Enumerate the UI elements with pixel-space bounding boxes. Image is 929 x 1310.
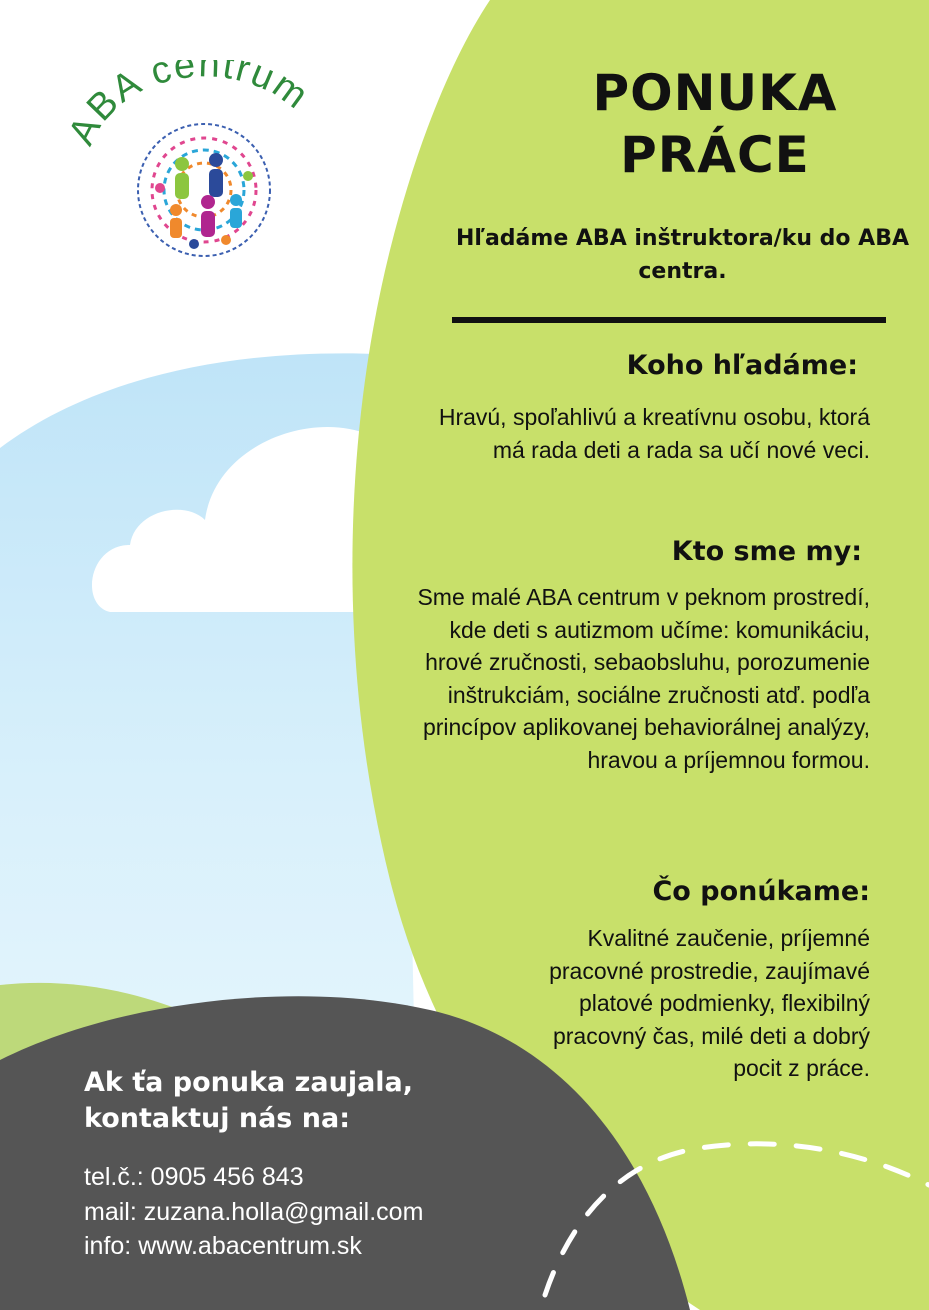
title-line-1: PONUKA <box>592 64 838 122</box>
divider <box>452 317 886 323</box>
section-text-offer: Kvalitné zaučenie, príjemné pracovné prostredie, zaujímavé platové podmienky, flexibilný pracovný čas, milé deti a dobrý pocit z práce. <box>549 925 870 1081</box>
contact-phone[interactable]: tel.č.: 0905 456 843 <box>84 1163 304 1191</box>
section-text-about: Sme malé ABA centrum v peknom prostredí, kde deti s autizmom učíme: komunikáciu, hrové zručnosti, sebaobsluhu, porozumenie inštrukciám, sociálne zručnosti atď. podľa princípov aplikovanej behaviorálnej analýzy, hravou a príjemnou formou. <box>417 584 870 773</box>
contact-email[interactable]: mail: zuzana.holla@gmail.com <box>84 1197 424 1226</box>
contact-website[interactable]: info: www.abacentrum.sk <box>84 1232 362 1260</box>
logo <box>70 60 340 270</box>
section-text-who: Hravú, spoľahlivú a kreatívnu osobu, ktorá má rada deti a rada sa učí nové veci. <box>438 404 870 463</box>
logo-graphic <box>70 60 340 270</box>
logo-text: BA centrum <box>78 60 317 130</box>
page-title <box>560 62 870 186</box>
section-heading-offer: Čo ponúkame: <box>652 876 870 907</box>
contact-heading-line-1: Ak ťa ponuka zaujala, <box>84 1067 414 1098</box>
contact-details <box>84 1160 504 1264</box>
contact-heading <box>84 1065 504 1137</box>
contact-heading-line-2: kontaktuj nás na: <box>84 1103 351 1134</box>
title-line-2: PRÁCE <box>620 126 810 184</box>
globe-of-people-icon <box>138 124 270 256</box>
section-heading-who: Koho hľadáme: <box>626 350 858 381</box>
subtitle: Hľadáme ABA inštruktora/ku do ABA centra. <box>456 226 909 284</box>
section-heading-about: Kto sme my: <box>671 536 862 567</box>
